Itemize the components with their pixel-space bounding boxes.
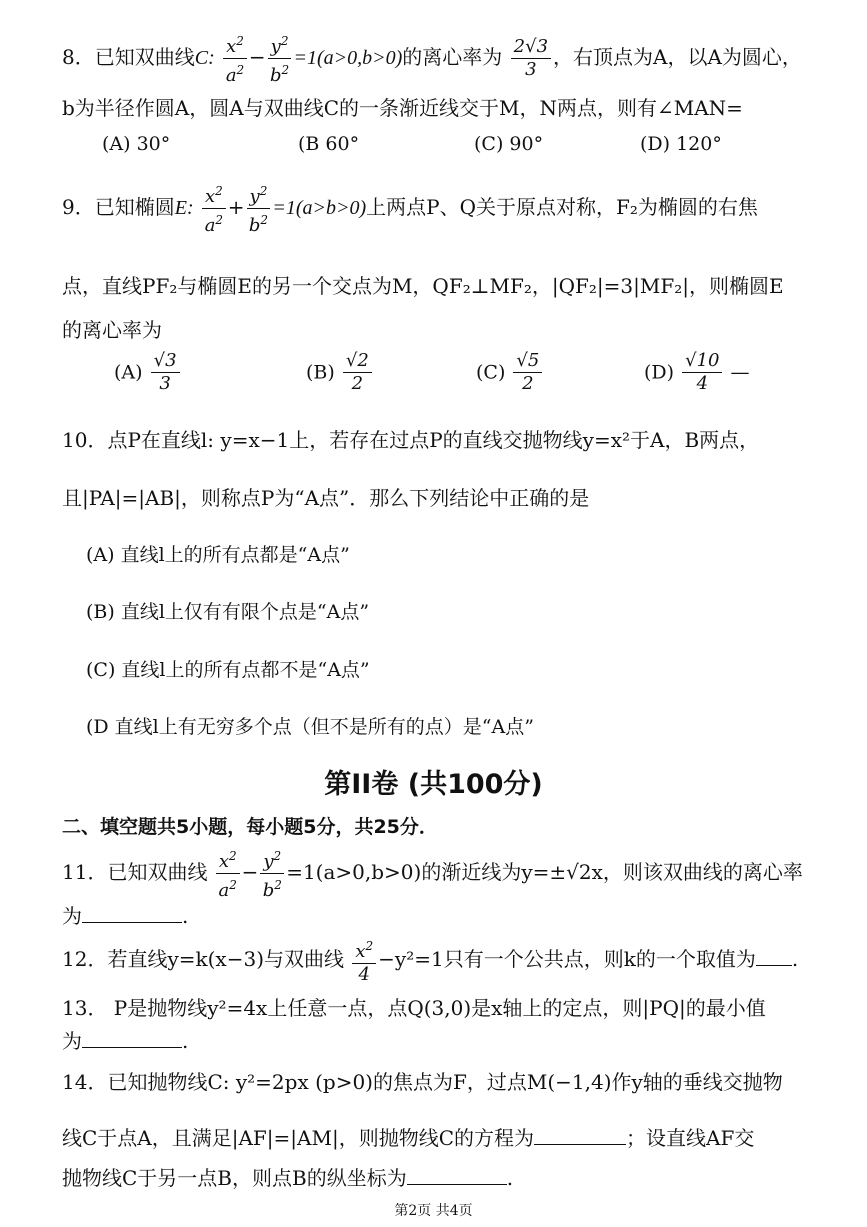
q12-answer-blank bbox=[756, 965, 792, 966]
q8-ecc: $\frac{2√3}{3}$ bbox=[511, 36, 551, 81]
q8-line1: 8．已知双曲线C: $\frac{x^2}{a^2}$ − $\frac{y^2}{b^2}$ =1(a>0,b>0)的离心率为 $\frac{2√3}{3}$ ，右顶点为A，以A为圆心， bbox=[62, 30, 802, 87]
q10-line2: 且|PA|=|AB|，则称点P为“A点”．那么下列结论中正确的是 bbox=[62, 486, 590, 510]
page-footer: 第2页 共4页 bbox=[394, 1203, 473, 1219]
q14-text-b: ；设直线AF交 bbox=[626, 1126, 755, 1150]
q9-text-b: 上两点P、Q关于原点对称，F₂为椭圆的右焦 bbox=[366, 195, 758, 219]
q9-mark: — bbox=[730, 361, 750, 384]
q13-text: 为 bbox=[62, 1029, 82, 1053]
q12-frac: $\frac{x^2}{4}$ bbox=[352, 935, 376, 986]
q11-frac-y: $\frac{y^2}{b^2}$ bbox=[260, 845, 284, 902]
q14-answer-blank-2 bbox=[407, 1184, 507, 1185]
q8-option-d: (D) 120° bbox=[640, 133, 722, 155]
q14-text-c: 抛物线C于另一点B，则点B的纵坐标为 bbox=[62, 1166, 407, 1190]
q13-line1: 13． P是抛物线y²=4x上任意一点，点Q(3,0)是x轴上的定点，则|PQ|的最小值 bbox=[62, 996, 766, 1020]
q12-text-b: −y²=1只有一个公共点，则k的一个取值为 bbox=[378, 947, 756, 971]
q13-line2: 为 . bbox=[62, 1029, 189, 1053]
q10-line1: 10．点P在直线l: y=x−1上，若存在过点P的直线交抛物线y=x²于A，B两点， bbox=[62, 428, 760, 452]
q8-text-b: 的离心率为 bbox=[402, 45, 503, 69]
q9-line2: 点，直线PF₂与椭圆E的另一个交点为M，QF₂⊥MF₂，|QF₂|=3|MF₂|，则椭圆E bbox=[62, 274, 784, 298]
q9-line1: 9．已知椭圆E: $\frac{x^2}{a^2}$ + $\frac{y^2}{b^2}$ =1(a>b>0)上两点P、Q关于原点对称，F₂为椭圆的右焦 bbox=[62, 180, 758, 237]
q11-answer-blank bbox=[82, 922, 182, 923]
q10-option-d: (D 直线l上有无穷多个点（但不是所有的点）是“A点” bbox=[86, 716, 534, 738]
q11-line2: 为 . bbox=[62, 904, 189, 928]
q14-line3: 抛物线C于另一点B，则点B的纵坐标为 . bbox=[62, 1166, 514, 1190]
q8-frac-y: $\frac{y^2}{b^2}$ bbox=[268, 30, 292, 87]
q11-line1: 11．已知双曲线 $\frac{x^2}{a^2}$ − $\frac{y^2}{b^2}$ =1(a>0,b>0)的渐近线为y=±√2x，则该双曲线的离心率 bbox=[62, 845, 803, 902]
q8-text-c: ，右顶点为A，以A为圆心， bbox=[553, 45, 802, 69]
q9-option-b: (B) $\frac{√2}{2}$ bbox=[306, 350, 374, 395]
q12-line1 bbox=[62, 935, 798, 986]
q11-text-a: 11．已知双曲线 bbox=[62, 860, 208, 884]
q8-text-a: 8．已知双曲线 bbox=[62, 45, 195, 69]
q9-option-a: (A) $\frac{√3}{3}$ bbox=[114, 350, 182, 395]
q12-text-a: 12．若直线y=k(x−3)与双曲线 bbox=[62, 947, 344, 971]
q8-cond: =1(a>0,b>0) bbox=[293, 47, 403, 69]
q10-option-a: (A) 直线l上的所有点都是“A点” bbox=[86, 544, 350, 566]
q14-line1: 14．已知抛物线C: y²=2px (p>0)的焦点为F，过点M(−1,4)作y轴的垂线交抛物 bbox=[62, 1070, 783, 1094]
q11-frac-x: $\frac{x^2}{a^2}$ bbox=[216, 845, 240, 902]
q9-cond: =1(a>b>0) bbox=[272, 197, 367, 219]
q11-text-b: =1(a>0,b>0)的渐近线为y=±√2x，则该双曲线的离心率 bbox=[286, 860, 803, 884]
q14-line2 bbox=[62, 1122, 754, 1151]
q10-option-c: (C) 直线l上的所有点都不是“A点” bbox=[86, 659, 370, 681]
part2-title: 第II卷 (共100分) bbox=[324, 769, 543, 800]
q10-option-b: (B) 直线l上仅有有限个点是“A点” bbox=[86, 601, 370, 623]
q8-frac-x: $\frac{x^2}{a^2}$ bbox=[223, 30, 247, 87]
q8-curve: C bbox=[194, 47, 209, 69]
q9-option-d: (D) $\frac{√10}{4}$ — bbox=[644, 350, 750, 394]
q11-text-c: 为 bbox=[62, 904, 82, 928]
section2-heading: 二、填空题共5小题，每小题5分，共25分． bbox=[62, 816, 438, 838]
q9-frac-y: $\frac{y^2}{b^2}$ bbox=[247, 180, 271, 237]
q9-option-c: (C) $\frac{√5}{2}$ bbox=[476, 350, 544, 395]
q14-answer-blank-1 bbox=[534, 1144, 626, 1145]
q9-frac-x: $\frac{x^2}{a^2}$ bbox=[202, 180, 226, 237]
q8-option-a: (A) 30° bbox=[102, 133, 171, 155]
q8-option-b: (B 60° bbox=[298, 133, 360, 155]
q8-option-c: (C) 90° bbox=[474, 133, 544, 155]
q9-line3: 的离心率为 bbox=[62, 318, 162, 342]
q12-end: . bbox=[791, 947, 799, 971]
q13-answer-blank bbox=[82, 1047, 182, 1048]
q14-text-a: 线C于点A，且满足|AF|=|AM|，则抛物线C的方程为 bbox=[62, 1126, 535, 1150]
q8-line2: b为半径作圆A，圆A与双曲线C的一条渐近线交于M，N两点，则有∠MAN= bbox=[62, 96, 743, 120]
q9-text-a: 9．已知椭圆 bbox=[62, 195, 175, 219]
